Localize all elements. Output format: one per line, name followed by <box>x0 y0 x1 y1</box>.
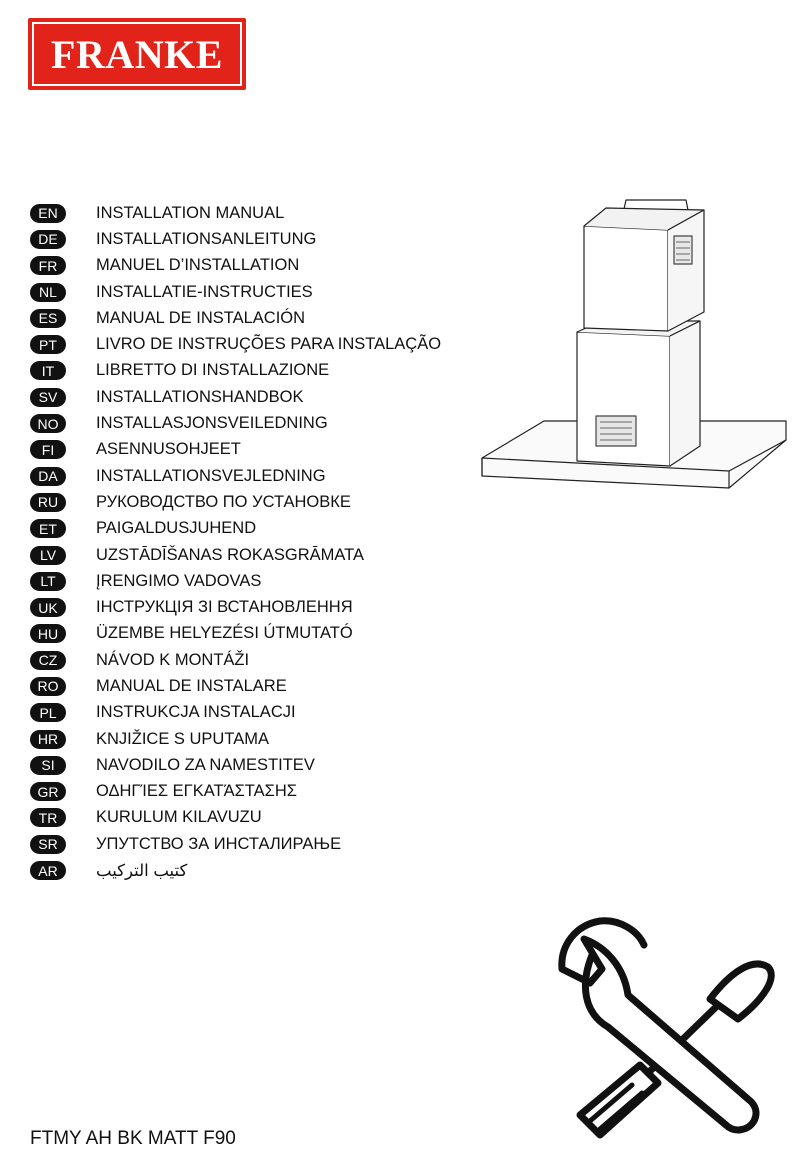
language-code-badge: ES <box>30 309 66 328</box>
language-title: INSTALLATIONSVEJLEDNING <box>96 466 326 485</box>
language-title: MANUEL D’INSTALLATION <box>96 256 300 275</box>
language-title: كتيب التركيب <box>96 861 188 880</box>
language-row <box>30 437 441 463</box>
language-row <box>30 410 441 436</box>
language-code-badge: AR <box>30 861 66 880</box>
language-row <box>30 542 441 568</box>
language-row <box>30 226 441 252</box>
language-code-badge: SR <box>30 835 66 854</box>
language-code-badge: LV <box>30 546 66 565</box>
language-title: MANUAL DE INSTALACIÓN <box>96 308 306 327</box>
language-title: LIVRO DE INSTRUÇÕES PARA INSTALAÇÃO <box>96 335 442 354</box>
language-code-badge: HU <box>30 624 66 643</box>
brand-name: FRANKE <box>51 31 223 77</box>
language-code-badge: HR <box>30 730 66 749</box>
language-code-badge: SI <box>30 756 66 775</box>
language-row <box>30 726 441 752</box>
language-row <box>30 489 441 515</box>
language-code-badge: RO <box>30 677 66 696</box>
language-title: УПУТСТВО ЗА ИНСТАЛИРАЊЕ <box>96 834 342 853</box>
language-code-badge: DE <box>30 230 66 249</box>
language-code-badge: TR <box>30 808 66 827</box>
language-code-badge: UK <box>30 598 66 617</box>
language-code-badge: RU <box>30 493 66 512</box>
language-row <box>30 673 441 699</box>
language-title: INSTALLATION MANUAL <box>96 203 285 222</box>
language-row <box>30 594 441 620</box>
language-title: UZSTĀDĪŠANAS ROKASGRĀMATA <box>96 545 365 564</box>
language-row <box>30 253 441 279</box>
language-title: INSTALLATIE-INSTRUCTIES <box>96 282 313 301</box>
language-row <box>30 331 441 357</box>
language-code-badge: PT <box>30 335 66 354</box>
cooker-hood-illustration <box>474 188 792 528</box>
language-row <box>30 831 441 857</box>
wrench-screwdriver-icon <box>520 915 802 1155</box>
language-code-badge: IT <box>30 361 66 380</box>
language-row <box>30 779 441 805</box>
language-list <box>30 200 441 884</box>
language-title: ΟΔΗΓΊΕΣ ΕΓΚΑΤΆΣΤΑΣΗΣ <box>96 782 297 801</box>
language-title: PAIGALDUSJUHEND <box>96 519 257 538</box>
language-title: NÁVOD K MONTÁŽI <box>96 650 250 669</box>
language-title: MANUAL DE INSTALARE <box>96 676 287 695</box>
language-row <box>30 647 441 673</box>
language-code-badge: FR <box>30 256 66 275</box>
language-row <box>30 279 441 305</box>
language-code-badge: PL <box>30 703 66 722</box>
language-code-badge: FI <box>30 440 66 459</box>
logo-border <box>32 22 242 86</box>
language-row <box>30 621 441 647</box>
language-title: INSTALLATIONSANLEITUNG <box>96 229 317 248</box>
language-row <box>30 358 441 384</box>
language-code-badge: SV <box>30 388 66 407</box>
language-row <box>30 463 441 489</box>
language-row <box>30 568 441 594</box>
language-code-badge: NL <box>30 283 66 302</box>
language-title: LIBRETTO DI INSTALLAZIONE <box>96 361 330 380</box>
language-title: NAVODILO ZA NAMESTITEV <box>96 755 315 774</box>
language-row <box>30 305 441 331</box>
language-code-badge: NO <box>30 414 66 433</box>
language-title: ІНСТРУКЦІЯ ЗІ ВСТАНОВЛЕННЯ <box>96 598 353 617</box>
language-row <box>30 805 441 831</box>
language-title: INSTALLATIONSHANDBOK <box>96 387 304 406</box>
language-code-badge: ET <box>30 519 66 538</box>
model-name: FTMY AH BK MATT F90 <box>30 1128 236 1149</box>
language-title: ÜZEMBE HELYEZÉSI ÚTMUTATÓ <box>96 624 353 643</box>
language-code-badge: CZ <box>30 651 66 670</box>
language-code-badge: LT <box>30 572 66 591</box>
franke-logo <box>28 18 246 90</box>
language-title: KNJIŽICE S UPUTAMA <box>96 729 269 748</box>
language-code-badge: EN <box>30 204 66 223</box>
language-row <box>30 752 441 778</box>
language-row <box>30 857 441 883</box>
language-code-badge: DA <box>30 467 66 486</box>
language-code-badge: GR <box>30 782 66 801</box>
language-row <box>30 200 441 226</box>
language-title: ASENNUSOHJEET <box>96 440 241 459</box>
language-title: INSTALLASJONSVEILEDNING <box>96 414 328 433</box>
language-title: РУКОВОДСТВО ПО УСТАНОВКЕ <box>96 492 351 511</box>
language-title: ĮRENGIMO VADOVAS <box>96 571 262 590</box>
language-title: KURULUM KILAVUZU <box>96 808 262 827</box>
language-row <box>30 700 441 726</box>
language-row <box>30 384 441 410</box>
language-title: INSTRUKCJA INSTALACJI <box>96 703 296 722</box>
language-row <box>30 516 441 542</box>
